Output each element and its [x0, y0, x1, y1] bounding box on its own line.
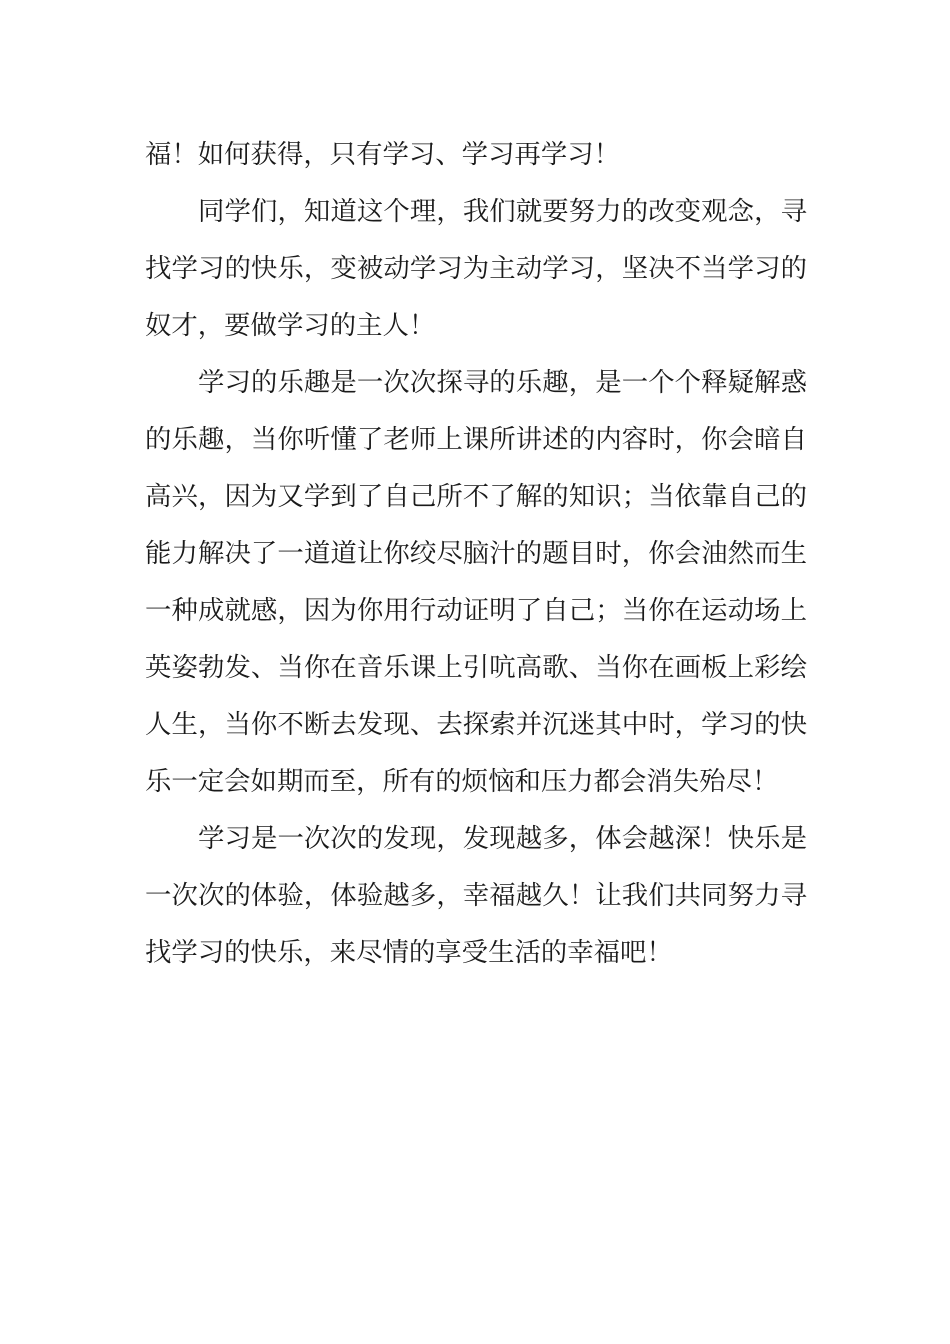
text-line: 福！如何获得，只有学习、学习再学习！ — [145, 139, 621, 170]
text-line: 高兴，因为又学到了自己所不了解的知识；当依靠自己的 — [145, 481, 807, 512]
paragraph — [145, 183, 807, 354]
text-line: 人生，当你不断去发现、去探索并沉迷其中时，学习的快 — [145, 709, 807, 740]
text-line: 一次次的体验，体验越多，幸福越久！让我们共同努力寻 — [145, 880, 807, 911]
text-line: 英姿勃发、当你在音乐课上引吭高歌、当你在画板上彩绘 — [145, 652, 807, 683]
text-line: 乐一定会如期而至，所有的烦恼和压力都会消失殆尽！ — [145, 766, 779, 797]
text-line: 找学习的快乐，来尽情的享受生活的幸福吧！ — [145, 937, 673, 968]
text-line: 找学习的快乐，变被动学习为主动学习，坚决不当学习的 — [145, 253, 807, 284]
text-line: 能力解决了一道道让你绞尽脑汁的题目时，你会油然而生 — [145, 538, 807, 569]
paragraph-continuation — [145, 126, 807, 183]
text-line: 同学们，知道这个理，我们就要努力的改变观念，寻 — [198, 196, 807, 227]
text-line: 学习是一次次的发现，发现越多，体会越深！快乐是 — [198, 823, 807, 854]
text-line: 奴才，要做学习的主人！ — [145, 310, 436, 341]
paragraph — [145, 354, 807, 810]
document-body — [145, 126, 807, 981]
text-line: 的乐趣，当你听懂了老师上课所讲述的内容时，你会暗自 — [145, 424, 807, 455]
text-line: 学习的乐趣是一次次探寻的乐趣，是一个个释疑解惑 — [198, 367, 807, 398]
text-line: 一种成就感，因为你用行动证明了自己；当你在运动场上 — [145, 595, 807, 626]
paragraph — [145, 810, 807, 981]
